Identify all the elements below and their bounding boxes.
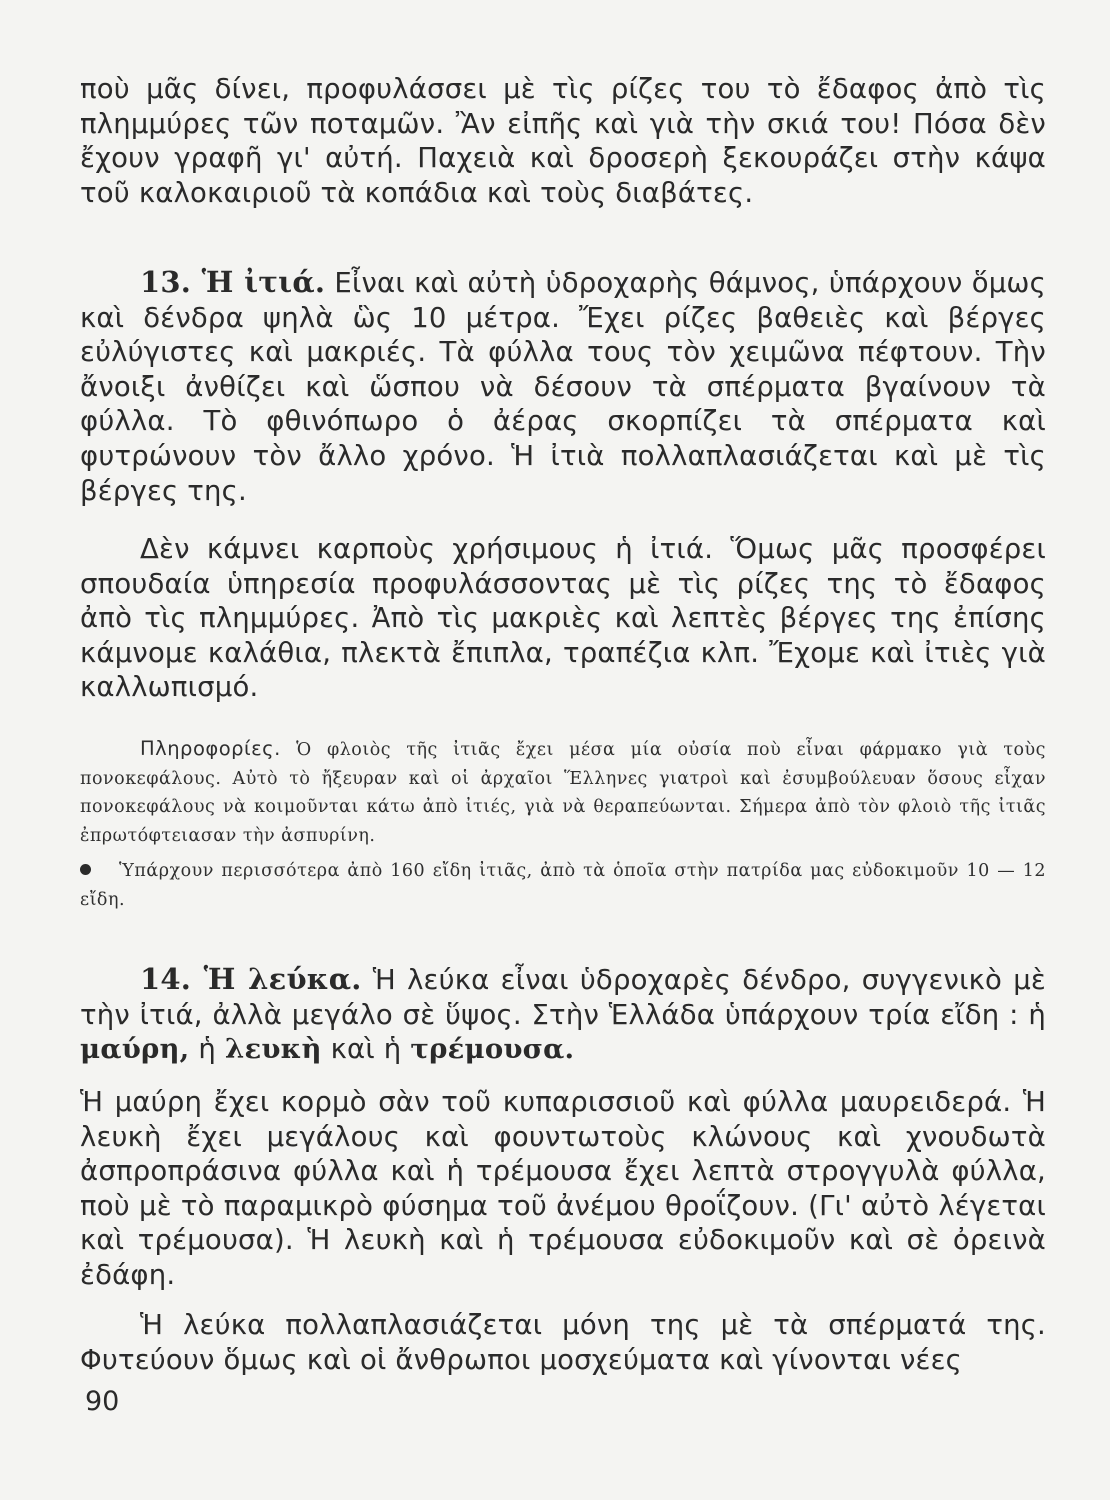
info-bullet-note [80, 857, 1046, 914]
section-14-conjunction: καὶ ἡ [330, 1033, 402, 1066]
info-bullet-text: Ὑπάρχουν περισσότερα ἀπὸ 160 εἴδη ἰτιᾶς, ἀπὸ τὰ ὁποῖα στὴν πατρίδα μας εὐδοκιμοῦν 10 — 12 εἴδη. [80, 861, 1046, 910]
section-14-article-1: ἡ [1028, 998, 1046, 1031]
paragraph-intro [80, 72, 1046, 210]
section-14-article-2: ἡ [198, 1033, 217, 1066]
section-13-text-2: Δὲν κάμνει καρποὺς χρήσιμους ἡ ἰτιά. Ὅμως μᾶς προσφέρει σπουδαία ὑπηρεσία προφυλάσσοντας μὲ τὶς ρίζες της τὸ ἔδαφος ἀπὸ τὶς πλημμύρες. Ἀπὸ τὶς μακριὲς καὶ λεπτὲς βέργες της ἐπίσης κάμνομε καλάθια, πλεκτὰ ἔπιπλα, τραπέζια κλπ. Ἔχομε καὶ ἰτιὲς γιὰ καλλωπισμό. [80, 533, 1046, 704]
section-14-paragraph-3 [80, 1308, 1046, 1377]
section-14-text-2: Ἡ μαύρη ἔχει κορμὸ σὰν τοῦ κυπαρισσιοῦ καὶ φύλλα μαυρειδερά. Ἡ λευκὴ ἔχει μεγάλους καὶ φουντωτοὺς κλώνους καὶ χνουδωτὰ ἀσπροπράσινα φύλλα καὶ ἡ τρέμουσα ἔχει λεπτὰ στρογγυλὰ φύλλα, ποὺ μὲ τὸ παραμικρὸ φύσημα τοῦ ἀνέμου θροΐζουν. (Γι' αὐτὸ λέγεται καὶ τρέμουσα). Ἡ λευκὴ καὶ ἡ τρέμουσα εὐδοκιμοῦν καὶ σὲ ὀρεινὰ ἐδάφη. [80, 1086, 1046, 1291]
info-label: Πληροφορίες. [140, 737, 281, 760]
paragraph-intro-text: ποὺ μᾶς δίνει, προφυλάσσει μὲ τὶς ρίζες του τὸ ἔδαφος ἀπὸ τὶς πλημμύρες τῶν ποταμῶν. Ἂν εἰπῆς καὶ γιὰ τὴν σκιά του! Πόσα δὲν ἔχουν γραφῆ γι' αὐτή. Παχειὰ καὶ δροσερὴ ξεκουράζει στὴν κάψα τοῦ καλοκαιριοῦ τὰ κοπάδια καὶ τοὺς διαβάτες. [80, 73, 1046, 209]
section-14-paragraph [80, 962, 1046, 1067]
section-13-heading: 13. Ἡ ἰτιά. [140, 265, 326, 299]
species-trembling: τρέμουσα. [410, 1033, 575, 1066]
section-13-paragraph [80, 265, 1046, 508]
section-14-paragraph-2 [80, 1085, 1046, 1293]
info-note [80, 735, 1046, 851]
bullet-icon [80, 864, 91, 875]
page-number: 90 [85, 1386, 120, 1417]
species-black: μαύρη, [80, 1033, 190, 1066]
section-14-text: Ἡ λεύκα εἶναι ὑδροχαρὲς δένδρο, συγγενικὸ μὲ τὴν ἰτιά, ἀλλὰ μεγάλο σὲ ὕψος. Στὴν Ἑλλάδα ὑπάρχουν τρία εἴδη : [80, 964, 1046, 1031]
info-text: Ὁ φλοιὸς τῆς ἰτιᾶς ἔχει μέσα μία οὐσία ποὺ εἶναι φάρμακο γιὰ τοὺς πονοκεφάλους. Αὐτὸ τὸ ἤξευραν καὶ οἱ ἀρχαῖοι Ἕλληνες γιατροὶ καὶ ἐσυμβούλευαν ὅσους εἶχαν πονοκεφάλους νὰ κοιμοῦνται κάτω ἀπὸ ἰτιές, γιὰ νὰ θεραπεύωνται. Σήμερα ἀπὸ τὸν φλοιὸ τῆς ἰτιᾶς ἐπρωτόφτειασαν τὴν ἀσπυρίνη. [80, 740, 1046, 847]
section-13-paragraph-2 [80, 532, 1046, 705]
species-white: λευκὴ [224, 1033, 322, 1066]
section-14-text-3: Ἡ λεύκα πολλαπλασιάζεται μόνη της μὲ τὰ σπέρματά της. Φυτεύουν ὅμως καὶ οἱ ἄνθρωποι μοσχεύματα καὶ γίνονται νέες [80, 1309, 1046, 1376]
section-13-text: Εἶναι καὶ αὐτὴ ὑδροχαρὴς θάμνος, ὑπάρχουν ὅμως καὶ δένδρα ψηλὰ ὣς 10 μέτρα. Ἔχει ρίζες βαθειὲς καὶ βέργες εὐλύγιστες καὶ μακριές. Τὰ φύλλα τους τὸν χειμῶνα πέφτουν. Τὴν ἄνοιξι ἀνθίζει καὶ ὥσπου νὰ δέσουν τὰ σπέρματα βγαίνουν τὰ φύλλα. Τὸ φθινόπωρο ὁ ἀέρας σκορπίζει τὰ σπέρματα καὶ φυτρώνουν τὸν ἄλλο χρόνο. Ἡ ἰτιὰ πολλαπλασιάζεται καὶ μὲ τὶς βέργες της. [80, 267, 1046, 507]
section-14-heading: 14. Ἡ λεύκα. [140, 962, 362, 996]
